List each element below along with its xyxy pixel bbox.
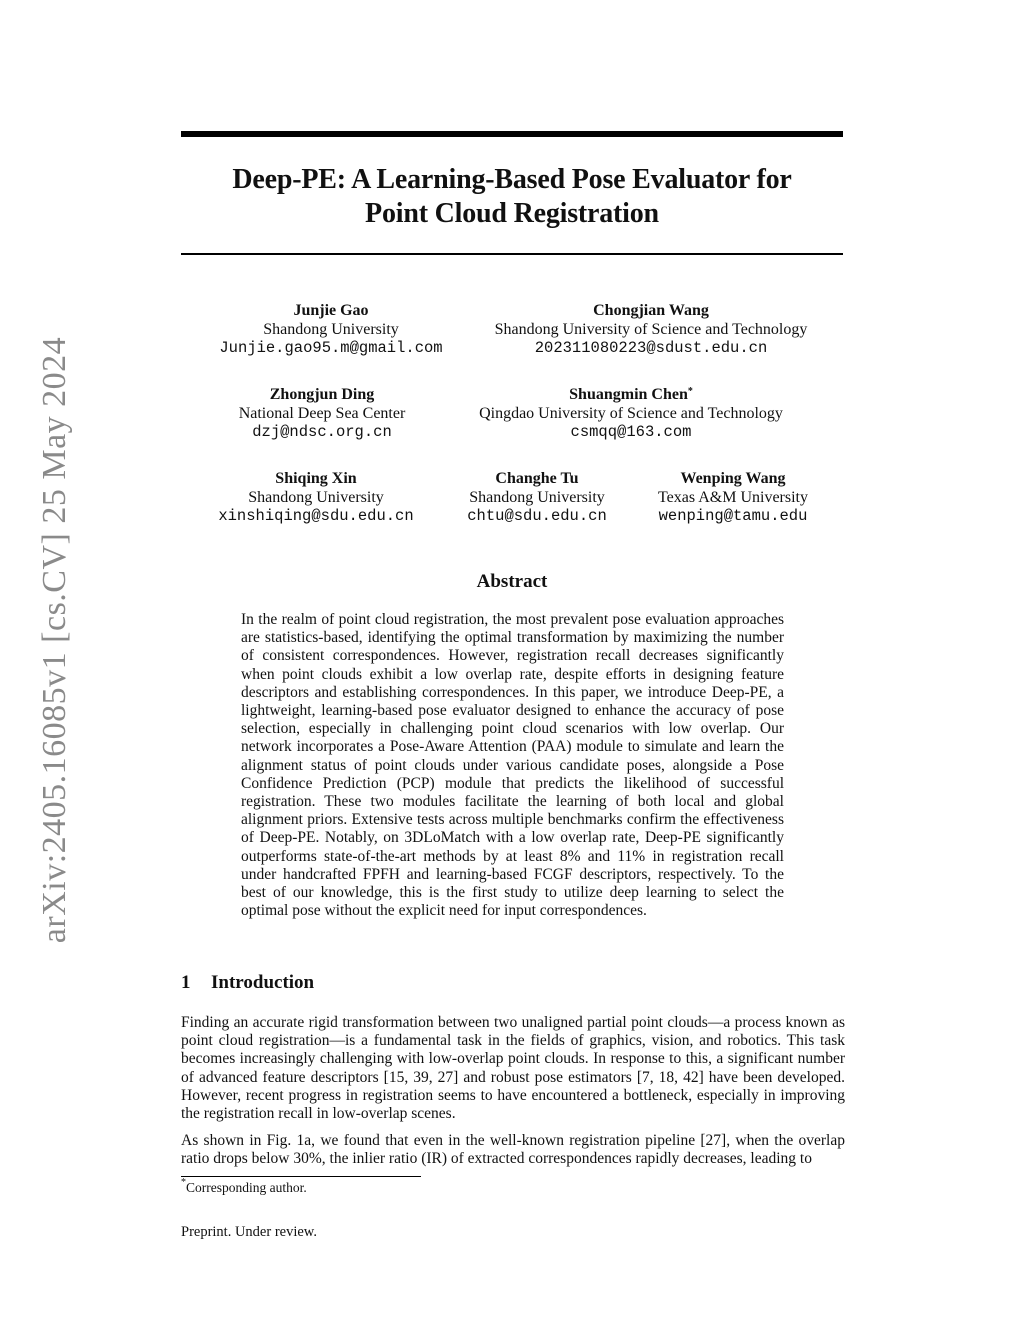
author-affiliation: National Deep Sea Center (238, 405, 406, 422)
preprint-note: Preprint. Under review. (181, 1224, 317, 1240)
title-line-1: Deep-PE: A Learning-Based Pose Evaluator for (232, 164, 792, 195)
author-block (239, 385, 406, 442)
section-title: Introduction (211, 972, 315, 993)
author-name: Chongjian Wang (593, 302, 709, 319)
author-block (658, 469, 808, 526)
author-email: wenping@tamu.edu (658, 507, 808, 525)
author-email: Junjie.gao95.m@gmail.com (219, 339, 443, 357)
intro-paragraph-1: Finding an accurate rigid transformation between two unaligned partial point clouds—a process known as point cloud registration—is a fundamental task in the fields of graphics, vision, and robotics. This task becomes increasingly challenging with low-overlap point clouds. In response to this, a significant number of advanced feature descriptors [15, 39, 27] and robust pose estimators [7, 18, 42] have been developed. However, recent progress in registration seems to have encountered a bottleneck, especially in improving the registration recall in low-overlap scenes. (181, 1014, 845, 1123)
footnote-text: Corresponding author. (186, 1180, 307, 1195)
author-block (495, 301, 808, 358)
author-email: csmqq@163.com (570, 423, 692, 441)
intro-paragraph-2: As shown in Fig. 1a, we found that even in the well-known registration pipeline [27], when the overlap ratio drops below 30%, the inlier ratio (IR) of extracted correspondences rapidly decreases, leading to (181, 1132, 845, 1168)
author-affiliation: Shandong University of Science and Technology (494, 321, 808, 338)
author-affiliation: Shandong University (263, 321, 399, 338)
author-name: Changhe Tu (495, 470, 579, 487)
author-affiliation: Qingdao University of Science and Technology (479, 405, 783, 422)
abstract-heading: Abstract (476, 571, 548, 592)
author-block (219, 301, 442, 358)
footnote-rule (181, 1176, 421, 1177)
author-affiliation: Shandong University (248, 489, 384, 506)
author-name-corresponding: Shuangmin Chen* (569, 386, 693, 403)
author-block (467, 469, 607, 526)
title-bottom-rule (181, 253, 843, 255)
author-affiliation: Texas A&M University (658, 489, 808, 506)
author-name: Junjie Gao (293, 302, 369, 319)
author-email: xinshiqing@sdu.edu.cn (218, 507, 414, 525)
author-name: Wenping Wang (680, 470, 786, 487)
title-top-rule (181, 131, 843, 137)
section-number: 1 (181, 972, 191, 993)
footnote (181, 1177, 307, 1196)
corresponding-marker: * (687, 386, 693, 397)
author-block (218, 469, 413, 526)
paper-title (181, 163, 843, 231)
abstract-body: In the realm of point cloud registration, the most prevalent pose evaluation approaches are statistics-based, identifying the optimal transformation by maximizing the number of consistent correspondences. However, registration recall decreases significantly when point clouds exhibit a low overlap rate, despite efforts in designing feature descriptors and establishing correspondences. In this paper, we introduce Deep-PE, a lightweight, learning-based pose evaluator designed to enhance the accuracy of pose selection, especially in challenging point cloud scenarios with low overlap. Our network incorporates a Pose-Aware Attention (PAA) module to simulate and learn the alignment status of point clouds under various candidate poses, alongside a Pose Confidence Prediction (PCP) module that predicts the likelihood of successful registration. These two modules facilitate the learning of both local and global alignment priors. Extensive tests across multiple benchmarks confirm the effectiveness of Deep-PE. Notably, on 3DLoMatch with a low overlap rate, Deep-PE significantly outperforms state-of-the-art methods by at least 8% and 11% in registration recall under handcrafted FPFH and learning-based FCGF descriptors, respectively. To the best of our knowledge, this is the first study to utilize deep learning to select the optimal pose without the explicit need for input correspondences. (241, 611, 784, 920)
author-email: chtu@sdu.edu.cn (467, 507, 607, 525)
author-email: 202311080223@sdust.edu.cn (534, 339, 768, 357)
author-affiliation: Shandong University (469, 489, 605, 506)
author-name: Zhongjun Ding (269, 386, 375, 403)
footnote-marker: * (181, 1177, 186, 1188)
section-heading-introduction (181, 972, 314, 994)
author-name: Shiqing Xin (275, 470, 357, 487)
arxiv-identifier: arXiv:2405.16085v1 [cs.CV] 25 May 2024 (36, 336, 73, 944)
author-block (479, 385, 783, 442)
author-email: dzj@ndsc.org.cn (252, 423, 392, 441)
title-line-2: Point Cloud Registration (365, 198, 659, 229)
